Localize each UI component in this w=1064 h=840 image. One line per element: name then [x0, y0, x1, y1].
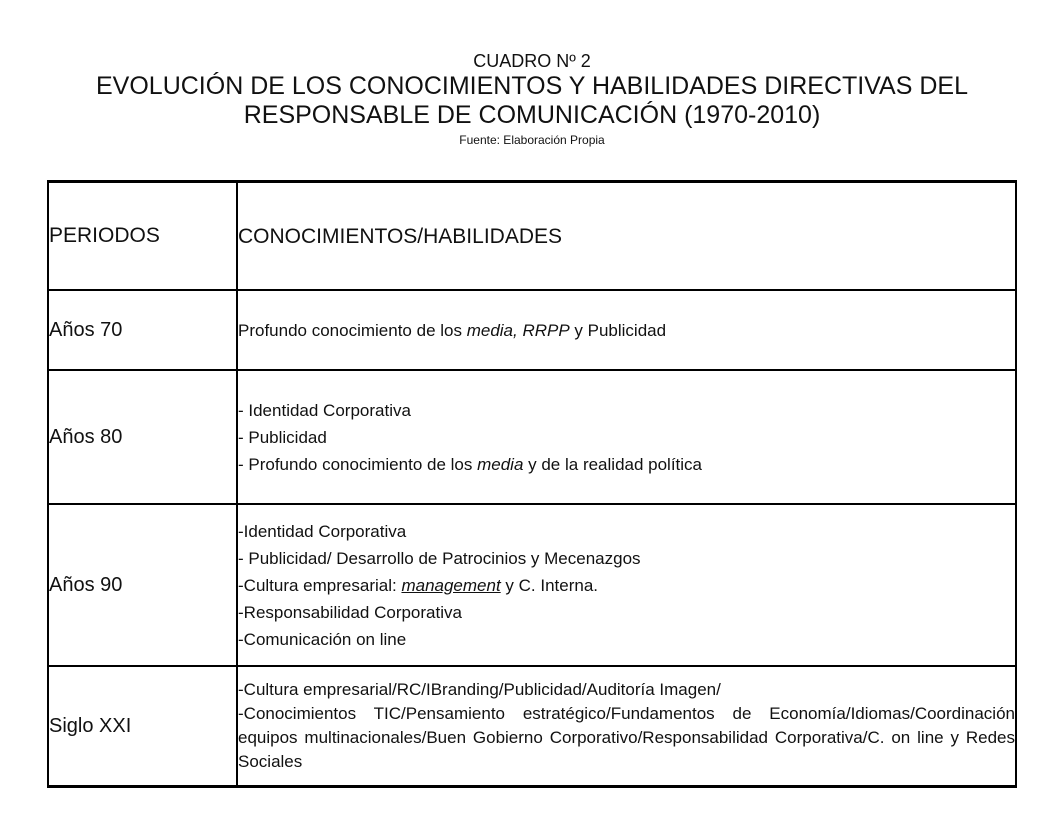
- skills-text-segment: -Cultura empresarial:: [238, 575, 402, 595]
- skills-text-segment: y C. Interna.: [500, 575, 599, 595]
- table-row: [48, 290, 1016, 370]
- period-cell: Años 80: [48, 370, 237, 504]
- skills-line: -Cultura empresarial/RC/IBranding/Publicidad/Auditoría Imagen/: [238, 680, 721, 699]
- skills-text-italic-underline: management: [401, 575, 501, 595]
- skills-line: - Identidad Corporativa: [238, 400, 411, 420]
- skills-text-segment: Profundo conocimiento de los: [238, 320, 467, 340]
- skills-line: - Publicidad/ Desarrollo de Patrocinios y Mecenazgos: [238, 548, 641, 568]
- skills-text-segment: - Profundo conocimiento de los: [238, 454, 478, 474]
- skills-text-italic: media: [477, 454, 524, 474]
- period-cell: Años 70: [48, 290, 237, 370]
- table-title-line-1: EVOLUCIÓN DE LOS CONOCIMIENTOS Y HABILIDADES DIRECTIVAS DEL: [96, 72, 968, 100]
- skills-line: -Conocimientos TIC/Pensamiento estratégico/Fundamentos de Economía/Idiomas/Coordinación equipos multinacionales/Buen Gobierno Corporativo/Responsabilidad Corporativa/C. on line y Redes Sociales: [238, 704, 1015, 771]
- table-source: Fuente: Elaboración Propia: [459, 133, 605, 147]
- table-row: [48, 370, 1016, 504]
- table-header-row: [48, 182, 1016, 291]
- skills-text-italic: media, RRPP: [466, 320, 570, 340]
- skills-line: -Identidad Corporativa: [238, 521, 407, 541]
- header-periods: PERIODOS: [48, 182, 237, 291]
- skills-text: [238, 321, 666, 340]
- skills-line: [238, 572, 1015, 599]
- table-caption: [0, 50, 1064, 148]
- skills-text-segment: y de la realidad política: [523, 454, 703, 474]
- header-knowledge-skills: CONOCIMIENTOS/HABILIDADES: [237, 182, 1016, 291]
- skills-line: - Publicidad: [238, 427, 327, 447]
- skills-line: -Comunicación on line: [238, 629, 407, 649]
- skills-line: -Responsabilidad Corporativa: [238, 602, 462, 622]
- table-row: [48, 666, 1016, 787]
- table-title-line-2: RESPONSABLE DE COMUNICACIÓN (1970-2010): [243, 101, 821, 129]
- skills-cell: [237, 666, 1016, 787]
- skills-cell: [237, 504, 1016, 666]
- period-cell: Años 90: [48, 504, 237, 666]
- knowledge-skills-table: [47, 180, 1017, 788]
- period-cell: Siglo XXI: [48, 666, 237, 787]
- skills-cell: [237, 370, 1016, 504]
- table-number: CUADRO Nº 2: [473, 51, 591, 71]
- skills-cell: [237, 290, 1016, 370]
- skills-text-segment: y Publicidad: [569, 320, 667, 340]
- table-row: [48, 504, 1016, 666]
- skills-line: [238, 451, 1015, 478]
